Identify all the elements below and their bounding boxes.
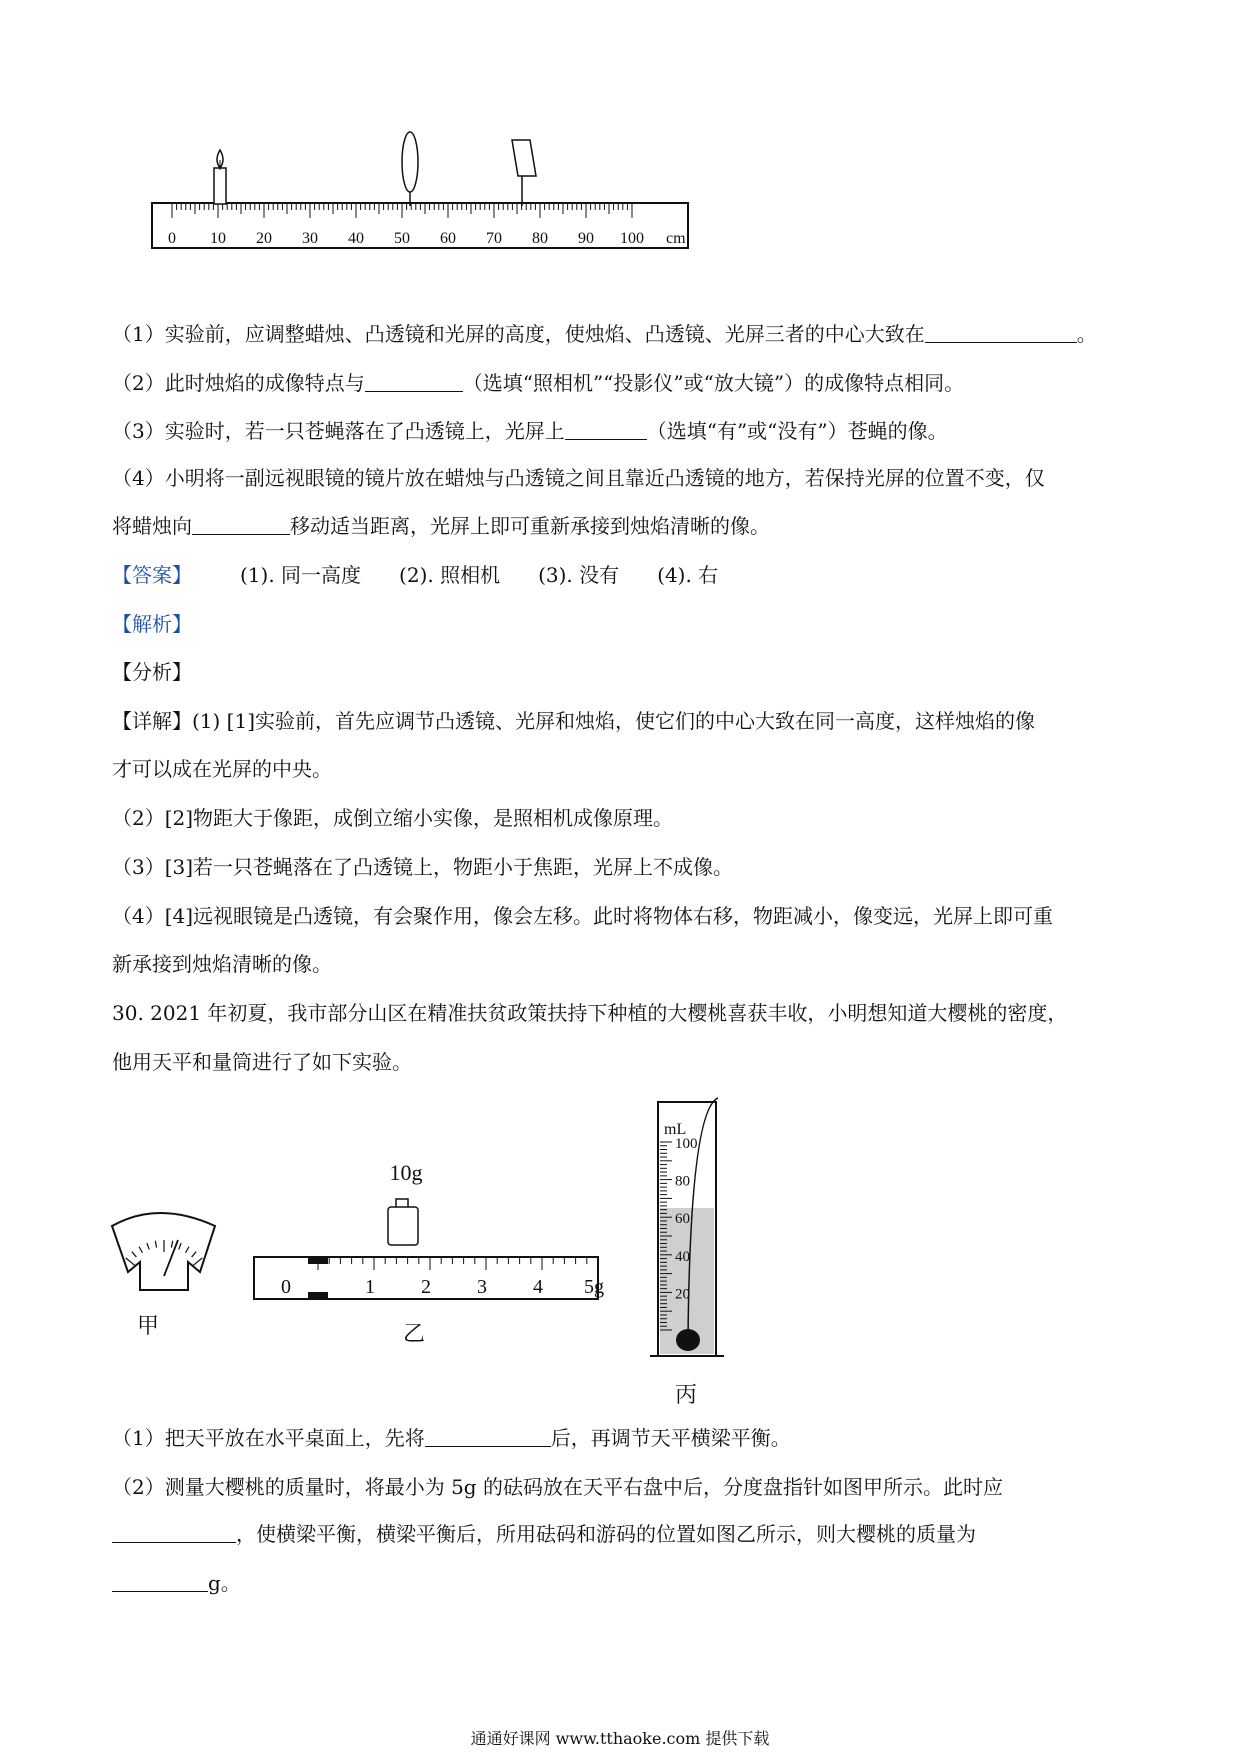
scale-tick-label: 4 xyxy=(533,1276,543,1298)
ruler-tick-label: 30 xyxy=(302,230,318,247)
balance-dial-icon xyxy=(112,1213,215,1290)
q30-part2-line2: ，使横梁平衡，横梁平衡后，所用砝码和游码的位置如图乙所示，则大樱桃的质量为 xyxy=(112,1522,976,1546)
detail-4: （4）[4]远视眼镜是凸透镜，有会聚作用，像会左移。此时将物体右移，物距减小，像变远，光屏上即可重 xyxy=(112,904,1054,928)
ruler-tick-label: 20 xyxy=(256,230,272,247)
ruler-unit-label: cm xyxy=(666,230,686,247)
rider-scale xyxy=(254,1256,604,1300)
scale-tick-label: 5g xyxy=(584,1276,604,1298)
answer-blank xyxy=(365,373,463,392)
convex-lens-icon xyxy=(402,132,418,206)
answer-4: (4). 右 xyxy=(657,563,719,587)
q30-stem-line1: 30. 2021 年初夏，我市部分山区在精准扶贫政策扶持下种植的大樱桃喜获丰收，小明想知道大樱桃的密度， xyxy=(112,1001,1068,1025)
cylinder-tick-label: 60 xyxy=(675,1211,690,1228)
optical-bench-figure xyxy=(0,0,1240,260)
answer-blank xyxy=(192,516,290,535)
analysis-label: 【解析】 xyxy=(112,612,192,636)
rider-marker-top xyxy=(308,1256,328,1264)
fenxi-label: 【分析】 xyxy=(112,660,192,684)
ruler-tick-label: 60 xyxy=(440,230,456,247)
fig-label-jia: 甲 xyxy=(136,1313,160,1338)
ruler-tick-label: 40 xyxy=(348,230,364,247)
q30-stem-line2: 他用天平和量筒进行了如下实验。 xyxy=(112,1050,412,1074)
detail-3: （3）[3]若一只苍蝇落在了凸透镜上，物距小于焦距，光屏上不成像。 xyxy=(112,855,734,879)
answer-blank xyxy=(565,421,647,440)
ruler-tick-label: 70 xyxy=(486,230,502,247)
ruler-tick-label: 50 xyxy=(394,230,410,247)
answer-blank xyxy=(112,1524,236,1543)
cylinder-unit-label: mL xyxy=(664,1121,687,1138)
fig-label-yi: 乙 xyxy=(402,1321,426,1346)
cylinder-tick-label: 40 xyxy=(675,1248,690,1265)
answer-blank xyxy=(425,1428,551,1447)
cylinder-tick-label: 20 xyxy=(675,1286,690,1303)
answer-label: 【答案】 xyxy=(112,563,192,587)
detail-1b: 才可以成在光屏的中央。 xyxy=(112,757,332,781)
weight-label: 10g xyxy=(389,1160,423,1185)
ruler-ticks xyxy=(172,204,632,218)
answer-blank xyxy=(112,1573,208,1592)
answer-2: (2). 照相机 xyxy=(399,563,501,587)
q29-part3: （3）实验时，若一只苍蝇落在了凸透镜上，光屏上 （选填“有”或“没有”）苍蝇的像。 xyxy=(112,419,948,443)
q29-part4-line2: 将蜡烛向 移动适当距离，光屏上即可重新承接到烛焰清晰的像。 xyxy=(112,514,770,538)
q30-part2-line1: （2）测量大樱桃的质量时，将最小为 5g 的砝码放在天平右盘中后，分度盘指针如图甲所示。此时应 xyxy=(112,1475,1003,1499)
answer-blank xyxy=(925,324,1077,343)
answer-3: (3). 没有 xyxy=(538,563,620,587)
ruler-tick-label: 100 xyxy=(620,230,644,247)
cylinder-tick-label: 100 xyxy=(675,1136,698,1152)
detail-2: （2）[2]物距大于像距，成倒立缩小实像，是照相机成像原理。 xyxy=(112,806,674,830)
ruler-tick-label: 80 xyxy=(532,230,548,247)
scale-tick-label: 1 xyxy=(365,1276,375,1298)
q29-part1: （1）实验前，应调整蜡烛、凸透镜和光屏的高度，使烛焰、凸透镜、光屏三者的中心大致在 。 xyxy=(112,322,1097,346)
balance-figures xyxy=(0,1080,1240,1410)
ruler-tick-label: 90 xyxy=(578,230,594,247)
weight-10g-icon xyxy=(388,1199,418,1245)
ruler-tick-label: 10 xyxy=(210,230,226,247)
cylinder-tick-label: 80 xyxy=(675,1173,690,1190)
detail-4b: 新承接到烛焰清晰的像。 xyxy=(112,952,332,976)
light-screen-icon xyxy=(512,140,536,206)
detail-1: 【详解】(1) [1]实验前，首先应调节凸透镜、光屏和烛焰，使它们的中心大致在同一高度，这样烛焰的像 xyxy=(112,709,1036,733)
scale-tick-label: 3 xyxy=(477,1276,487,1298)
page-footer: 通通好课网 www.tthaoke.com 提供下载 xyxy=(470,1729,770,1748)
scale-tick-label: 2 xyxy=(421,1276,431,1298)
answer-row xyxy=(112,563,756,587)
candle-icon xyxy=(214,150,226,204)
ruler-labels xyxy=(168,230,644,247)
q29-part4-line1: （4）小明将一副远视眼镜的镜片放在蜡烛与凸透镜之间且靠近凸透镜的地方，若保持光屏的位置不变，仅 xyxy=(112,466,1045,490)
q30-part2-line3: g。 xyxy=(112,1571,241,1595)
ruler-tick-label: 0 xyxy=(168,230,176,247)
scale-tick-label: 0 xyxy=(281,1276,291,1298)
answer-1: (1). 同一高度 xyxy=(240,563,362,587)
q30-part1: （1）把天平放在水平桌面上，先将 后，再调节天平横梁平衡。 xyxy=(112,1426,791,1450)
q29-part2: （2）此时烛焰的成像特点与 （选填“照相机”“投影仪”或“放大镜”）的成像特点相同。 xyxy=(112,371,965,395)
fig-label-bing: 丙 xyxy=(674,1382,698,1407)
rider-marker-bottom xyxy=(308,1292,328,1300)
measuring-cylinder-icon xyxy=(650,1098,724,1356)
